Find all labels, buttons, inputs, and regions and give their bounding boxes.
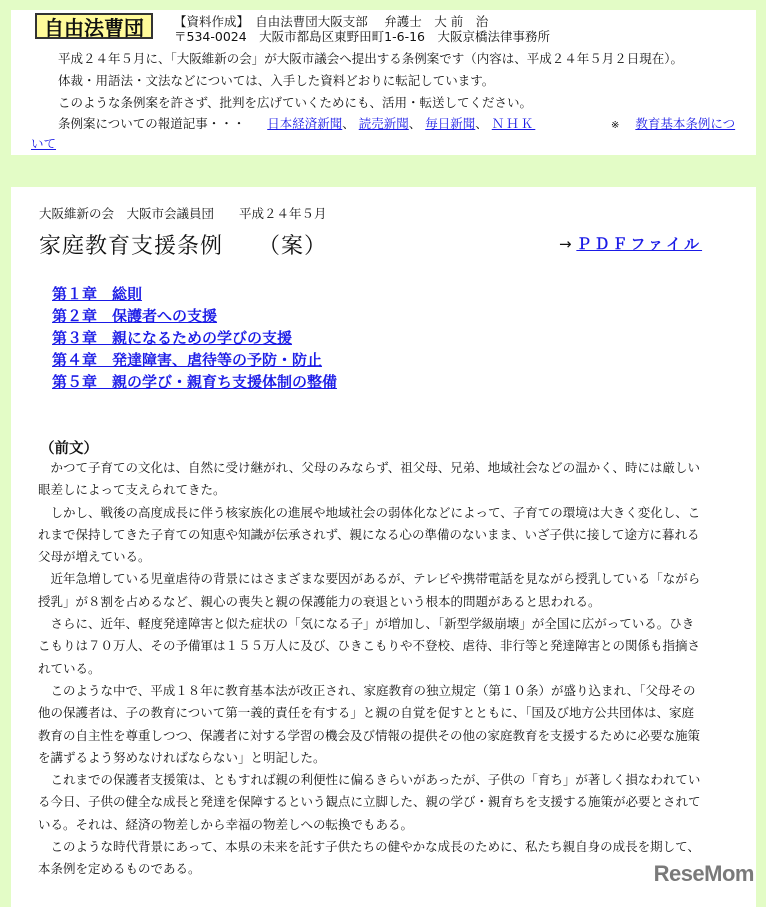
address-line: 〒534-0024 大阪市都島区東野田町1-6-16 大阪京橋法律事務所 bbox=[174, 29, 551, 44]
note-line bbox=[611, 116, 735, 133]
preface-body bbox=[38, 457, 738, 881]
preface-line: これまでの保護者支援策は、ともすれば親の利便性に偏るきらいがあったが、子供の「育ち」が著しく損なわれてい bbox=[38, 772, 701, 788]
link-yomiuri[interactable]: 読売新聞 bbox=[358, 116, 409, 131]
chapter-link-2[interactable]: 第２章 保護者への支援 bbox=[52, 307, 218, 325]
pdf-link-row bbox=[559, 233, 702, 254]
link-mainichi[interactable]: 毎日新聞 bbox=[425, 116, 476, 131]
preface-line: 教育の自主性を尊重しつつ、保護者に対する学習の機会及び情報の提供その他の家庭教育を支援するために必要な施策 bbox=[38, 727, 701, 743]
intro-line-3: このような条例案を許さず、批判を広げていくためにも、活用・転送してください。 bbox=[58, 95, 533, 110]
link-education-ordinance-continued[interactable]: いて bbox=[31, 136, 57, 151]
preface-line: さらに、近年、軽度発達障害と似た症状の「気になる子」が増加し、「新型学級崩壊」が全国に広がっている。ひき bbox=[38, 616, 695, 632]
chapter-link-3[interactable]: 第３章 親になるための学びの支援 bbox=[52, 329, 293, 347]
page-title: 家庭教育支援条例 （案） bbox=[39, 234, 328, 259]
separator: 、 bbox=[342, 116, 355, 131]
preface-line: 他の保護者は、子の教育について第一義的責任を有する」と親の自覚を促すとともに、「国及び地方公共団体は、家庭 bbox=[38, 705, 695, 721]
pdf-file-link[interactable]: ＰＤＦファイル bbox=[576, 235, 703, 253]
document-meta: 大阪維新の会 大阪市会議員団 平成２４年５月 bbox=[39, 206, 327, 221]
preface-line: れまで保持してきた子育ての知恵や知識が伝承されず、親になる心の準備のないまま、いざ子供に接して途方に暮れる bbox=[38, 526, 700, 542]
chapter-link-5[interactable]: 第５章 親の学び・親育ち支援体制の整備 bbox=[52, 373, 338, 391]
preface-line: こもりは７０万人、その予備軍は１５５万人に及び、ひきこもりや不登校、虐待、非行等と発達障害との関係も指摘さ bbox=[38, 638, 701, 654]
preface-line: かつて子育ての文化は、自然に受け継がれ、父母のみならず、祖父母、兄弟、地域社会などの温かく、時には厳しい bbox=[38, 460, 701, 475]
preface-line: 近年急増している児童虐待の背景にはさまざまな要因があるが、テレビや携帯電話を見ながら授乳している「ながら bbox=[38, 571, 701, 587]
preface-line: る今日、子供の健全な成長と発達を保障するという観点に立脚した、親の学び・親育ちを支援する施策が必要とされて bbox=[38, 794, 701, 810]
separator: 、 bbox=[475, 116, 488, 131]
preface-line: を講ずるよう努めなければならない」と明記した。 bbox=[38, 749, 326, 765]
chapter-link-4[interactable]: 第４章 発達障害、虐待等の予防・防止 bbox=[52, 351, 323, 369]
preface-line: 父母が増えている。 bbox=[38, 549, 151, 565]
header-panel bbox=[11, 10, 756, 155]
preface-line: このような時代背景にあって、本県の未来を託す子供たちの健やかな成長のために、私たち親自身の成長を期して、 bbox=[38, 839, 700, 855]
link-nhk[interactable]: ＮＨＫ bbox=[491, 116, 536, 131]
resemom-watermark-logo: ReseMom bbox=[653, 861, 754, 886]
preface-line: 眼差しによって支えられてきた。 bbox=[38, 482, 226, 498]
preface-heading: （前文） bbox=[40, 441, 98, 457]
preface-line: 本条例を定めるものである。 bbox=[38, 861, 201, 877]
intro-line-1: 平成２４年５月に、「大阪維新の会」が大阪市議会へ提出する条例案です（内容は、平成２４年５月２日現在）。 bbox=[58, 51, 684, 66]
preface-line: しかし、戦後の高度成長に伴う核家族化の進展や地域社会の弱体化などによって、子育ての環境は大きく変化し、こ bbox=[38, 504, 701, 520]
author-line: 【資料作成】 自由法曹団大阪支部 弁護士 大 前 治 bbox=[174, 14, 489, 29]
news-articles-line bbox=[58, 116, 535, 131]
chapter-link-1[interactable]: 第１章 総則 bbox=[52, 285, 143, 303]
chapter-list bbox=[52, 283, 337, 393]
arrow-right-icon: → bbox=[559, 235, 572, 253]
link-education-ordinance[interactable]: 教育基本条例につ bbox=[635, 116, 736, 131]
note-mark-icon: ※ bbox=[611, 120, 620, 131]
preface-line: 授乳」が８割を占めるなど、親心の喪失と親の保護能力の衰退という根本的問題があると思われる。 bbox=[38, 593, 601, 609]
logo-text: 自由法曹団 bbox=[44, 15, 144, 40]
preface-line: れている。 bbox=[38, 660, 101, 676]
separator: 、 bbox=[408, 116, 422, 131]
document-panel bbox=[11, 187, 756, 907]
preface-line: このような中で、平成１８年に教育基本法が改正され、家庭教育の独立規定（第１０条）が盛り込まれ、「父母その bbox=[38, 682, 696, 698]
intro-line-2: 体裁・用語法・文法などについては、入手した資料どおりに転記しています。 bbox=[58, 73, 495, 88]
preface-line: いる。それは、経済の物差しから幸福の物差しへの転換でもある。 bbox=[38, 816, 414, 832]
news-prefix: 条例案についての報道記事・・・ bbox=[58, 116, 246, 131]
link-nikkei[interactable]: 日本経済新聞 bbox=[267, 116, 343, 131]
organization-logo bbox=[35, 13, 153, 39]
note-line-wrap bbox=[31, 136, 56, 151]
